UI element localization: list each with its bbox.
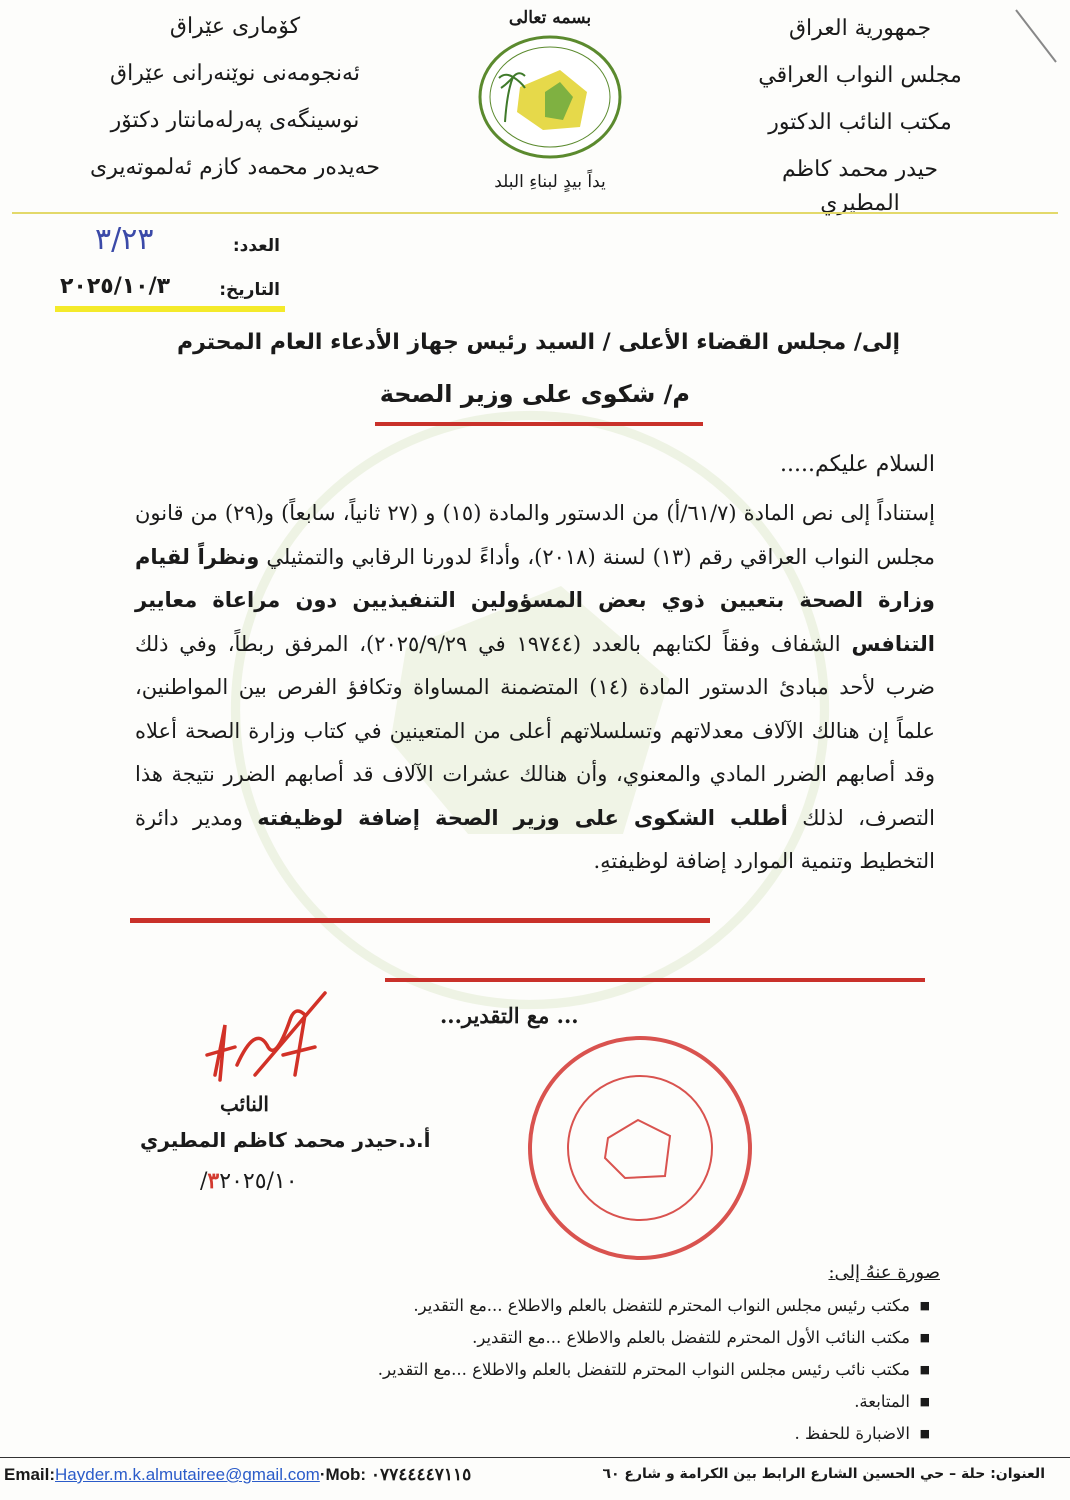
header-kurdish-line: كۆمارى عێراق [169,14,301,39]
footer-divider [0,1457,1070,1458]
footer-contact [4,1465,471,1485]
signature-date-day: ٣ [207,1168,220,1194]
body-text: ومدير دائرة التخطيط وتنمية الموارد إضافة لوظيفتهِ. [135,805,935,873]
basmala: بسمه تعالى [508,8,592,28]
complaint-request: أطلب الشكوى على وزير الصحة إضافة لوظيفته [257,805,788,830]
header-center [465,8,635,192]
signatory-title: النائب [220,1092,269,1116]
cc-item: ■ مكتب النائب الأول المحترم للتفضل بالعلم والاطلاع ...مع التقدير. [230,1322,930,1354]
number-label: العدد: [232,236,280,256]
handwritten-signature [195,985,335,1095]
body-text: إستناداً إلى نص المادة (٦١/٧/أ) من الدستور والمادة (١٥) و (٢٧ ثانياً، سابعاً) و(٢٩) من قانون مجلس النواب العراقي رقم (١٣) لسنة (٢٠١٨)، وأداءً لدورنا الرقابي والتمثيلي [135,501,935,569]
subject: م/ شكوى على وزير الصحة [379,380,690,408]
header-arabic-line: جمهورية العراق [788,16,932,41]
header-arabic-line: مكتب النائب الدكتور [768,110,952,135]
greeting: السلام عليكم..... [780,452,935,477]
cc-item: ■ الاضبارة للحفظ . [230,1418,930,1450]
official-stamp [520,1028,760,1268]
header-kurdish-line: ئەنجومەنى نوێنەرانى عێراق [110,61,360,86]
header-arabic-line: مجلس النواب العراقي [758,63,962,88]
cc-item: ■ المتابعة. [230,1386,930,1418]
footer-address: العنوان: حلة – حي الحسين الشارع الرابط بين الكرامة و شارع ٦٠ [602,1466,1045,1482]
cc-heading: صورة عنهُ إلى: [828,1262,940,1283]
number-value: ٣/٢٣ [95,222,154,257]
signature-date-rest: ٢٠٢٥/١٠/ [200,1169,298,1194]
addressee: إلى/ مجلس القضاء الأعلى / السيد رئيس جهاز الأدعاء العام المحترم [176,330,900,355]
motto: يداً بيدٍ لبناءِ البلد [494,172,606,192]
mob-label: Mob: [325,1465,367,1484]
date-value: ٢٠٢٥/١٠/٣ [60,274,171,299]
header-kurdish-line: حەیدەر محمەد کازم ئەلموتەیری [89,155,381,180]
email-link[interactable]: Hayder.m.k.almutairee@gmail.com [55,1465,320,1484]
date-highlight [55,306,285,312]
letter-body [135,492,935,884]
parliament-logo [475,32,625,162]
separator-dot: · [319,1465,326,1484]
header-kurdish-line: نوسینگەی پەرلەمانتار دکتۆر [110,108,360,133]
complaint-underline [130,918,710,923]
date-label: التاريخ: [219,280,280,300]
subject-underline [375,422,703,426]
cc-list [230,1290,930,1450]
cc-item: ■ مكتب نائب رئيس مجلس النواب المحترم للتفضل بالعلم والاطلاع ...مع التقدير. [230,1354,930,1386]
header-divider [12,212,1058,214]
header-arabic [745,12,975,234]
signature-date [200,1168,298,1194]
body-bold: ونظراً لقيام وزارة الصحة بتعيين ذوي بعض المسؤولين التنفيذيين دون مراعاة معايير التنافس [135,544,935,656]
header-kurdish [85,10,385,198]
signatory-name: أ.د.حيدر محمد كاظم المطيري [140,1128,431,1152]
mob-number: ٠٧٧٤٤٤٤٧١١٥ [370,1465,472,1484]
director-underline [385,978,925,982]
email-label: Email: [4,1465,56,1484]
body-text: الشفاف وفقاً لكتابهم بالعدد (١٩٧٤٤ في ٢٠٢٥/٩/٢٩)، المرفق ربطاً، وفي ذلك ضرب لأحد مبادئ الدستور المادة (١٤) المتضمنة المساواة وتكافؤ الفرص بين المواطنين، علماً إن هنالك الآلاف معدلاتهم وتسلسلاتهم أعلى من المتعينين في كتاب وزارة الصحة أعلاه وقد أصابهم الضرر المادي والمعنوي، وأن هنالك عشرات الآلاف قد أصابهم الضرر نتيجة هذا التصرف، لذلك [135,631,936,830]
cc-item: ■ مكتب رئيس مجلس النواب المحترم للتفضل بالعلم والاطلاع ...مع التقدير. [230,1290,930,1322]
pen-mark [1012,6,1062,66]
regards: ... مع التقدير... [440,1003,579,1028]
header-arabic-line: حيدر محمد كاظم المطيري [782,157,938,216]
